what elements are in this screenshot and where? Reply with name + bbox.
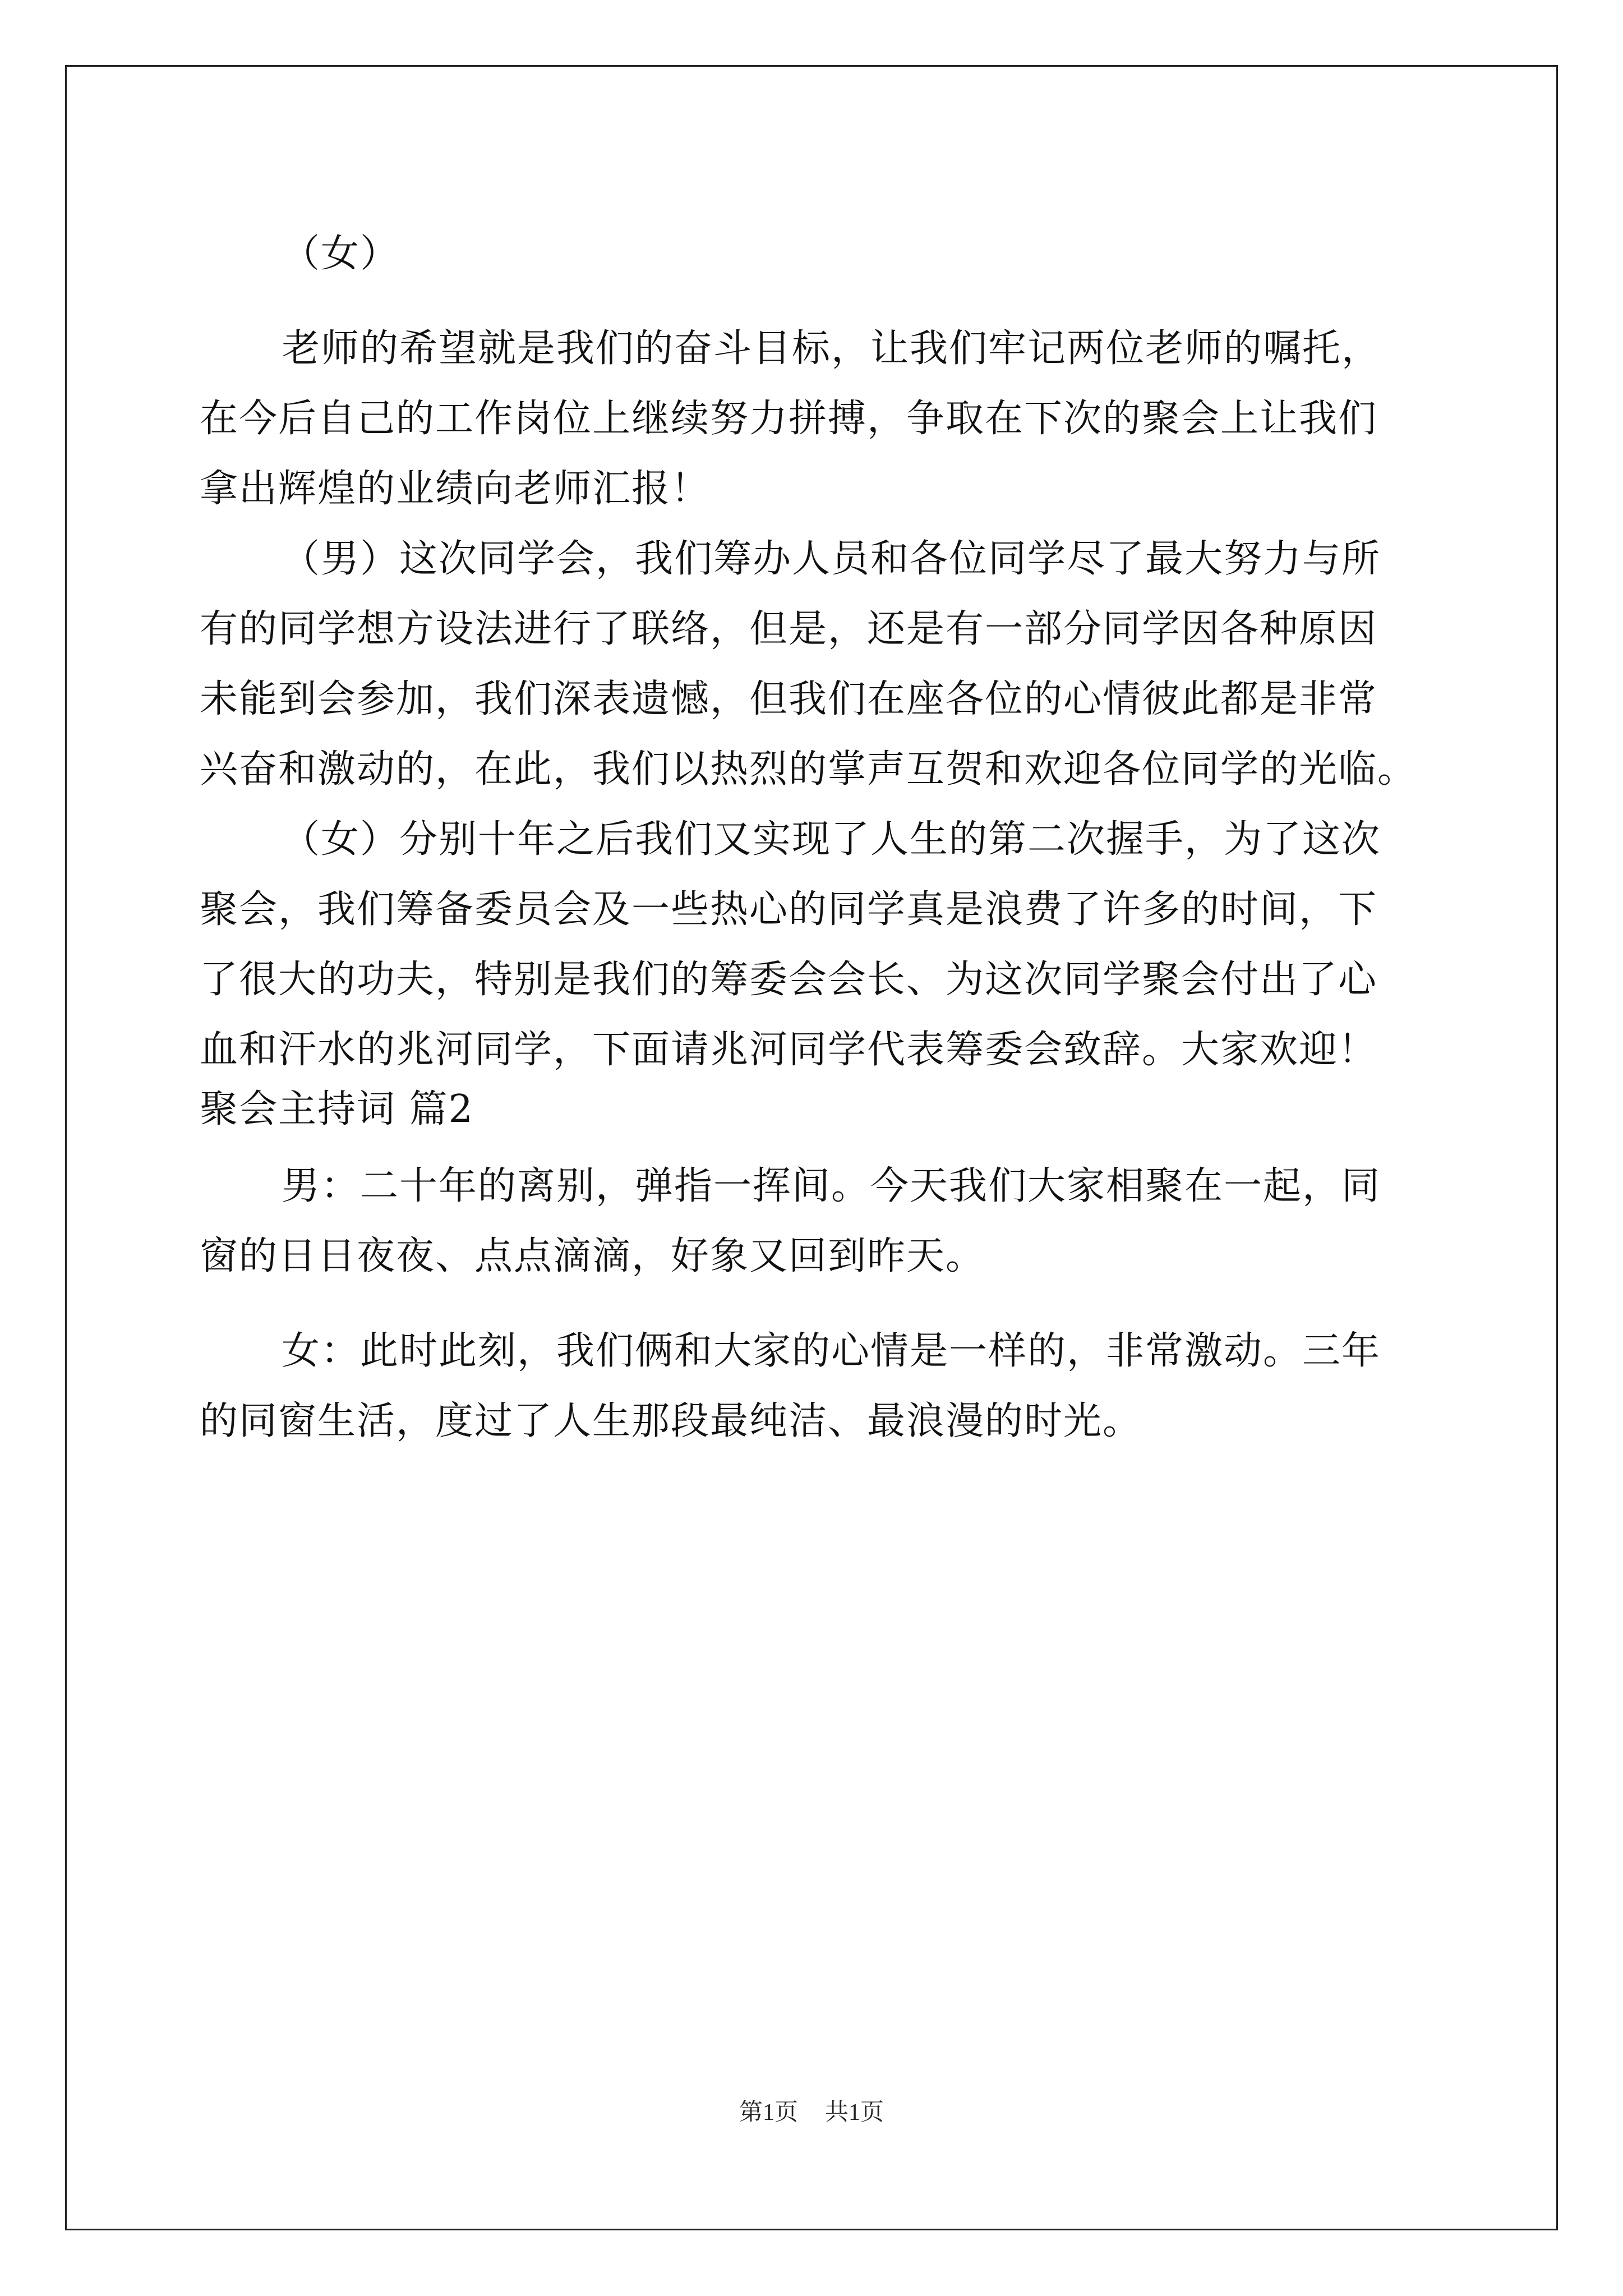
paragraph-line: （男）这次同学会，我们筹办人员和各位同学尽了最大努力与所	[282, 537, 1381, 581]
page-number: 第1页	[739, 2100, 798, 2125]
paragraph-line: （女）	[282, 232, 400, 276]
paragraph-line: （女）分别十年之后我们又实现了人生的第二次握手，为了这次	[282, 817, 1381, 862]
paragraph-line: 聚会，我们筹备委员会及一些热心的同学真是浪费了许多的时间，下	[200, 887, 1378, 932]
section-heading: 聚会主持词 篇2	[200, 1087, 474, 1131]
page-total: 共1页	[825, 2100, 884, 2125]
paragraph-line: 未能到会参加，我们深表遗憾，但我们在座各位的心情彼此都是非常	[200, 677, 1378, 721]
paragraph-line: 的同窗生活，度过了人生那段最纯洁、最浪漫的时光。	[200, 1399, 1142, 1443]
paragraph-line: 兴奋和激动的，在此，我们以热烈的掌声互贺和欢迎各位同学的光临。	[200, 747, 1417, 792]
paragraph-line: 女：此时此刻，我们俩和大家的心情是一样的，非常激动。三年	[282, 1329, 1381, 1373]
document-body	[200, 219, 1433, 1456]
paragraph-line: 有的同学想方设法进行了联络，但是，还是有一部分同学因各种原因	[200, 607, 1378, 651]
paragraph-line: 了很大的功夫，特别是我们的筹委会会长、为这次同学聚会付出了心	[200, 958, 1378, 1002]
paragraph-line: 老师的希望就是我们的奋斗目标，让我们牢记两位老师的嘱托，	[282, 326, 1381, 371]
paragraph-line: 在今后自己的工作岗位上继续努力拼搏，争取在下次的聚会上让我们	[200, 397, 1378, 441]
paragraph-line: 窗的日日夜夜、点点滴滴，好象又回到昨天。	[200, 1234, 985, 1278]
paragraph-line: 拿出辉煌的业绩向老师汇报！	[200, 467, 711, 511]
paragraph-line: 男：二十年的离别，弹指一挥间。今天我们大家相聚在一起，同	[282, 1164, 1381, 1208]
page-footer	[0, 2093, 1623, 2127]
paragraph-line: 血和汗水的兆河同学，下面请兆河同学代表筹委会致辞。大家欢迎！	[200, 1028, 1378, 1072]
